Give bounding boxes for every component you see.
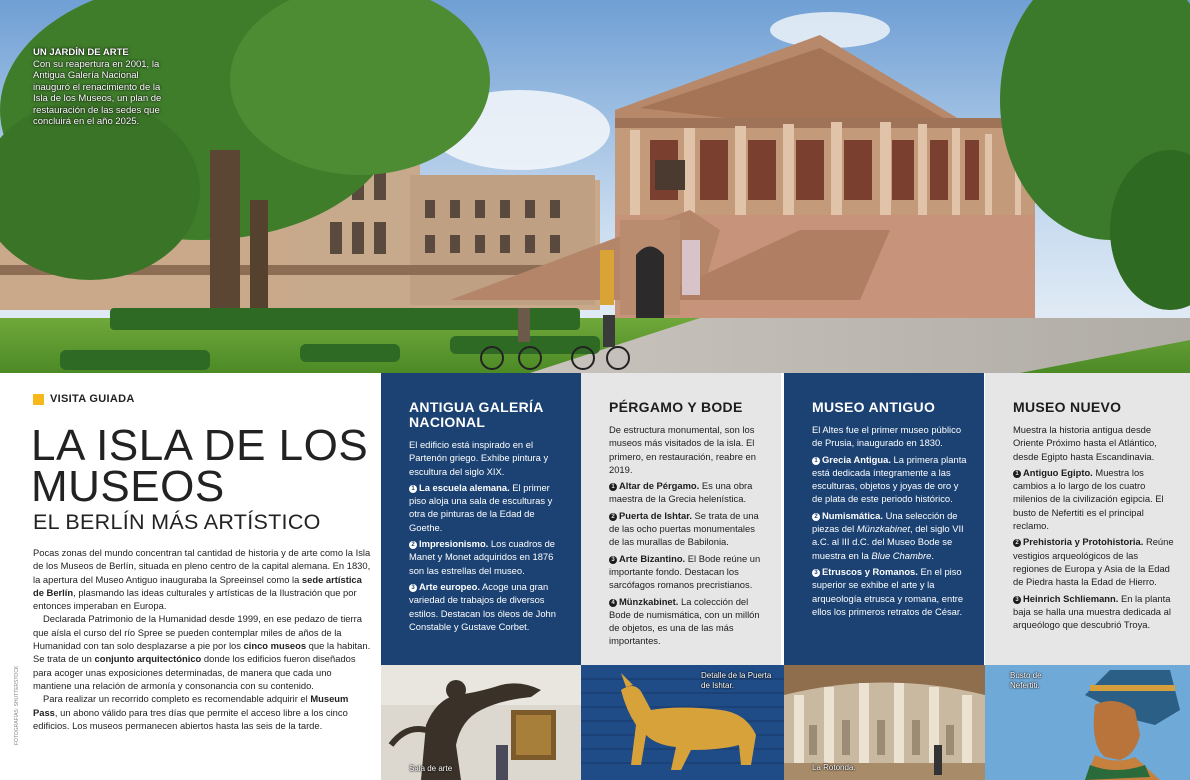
panel-item: 1 Altar de Pérgamo. Es una obra maestra de la Grecia helenística. [609,480,753,505]
panel-title: MUSEO NUEVO [1013,399,1122,415]
hero-photo [0,0,1190,373]
panel-title: ANTIGUA GALERÍA NACIONAL [409,399,544,430]
panel-item: 2 Prehistoria y Protohistoria. Reúne vestigios arqueológicos de las regiones de Europa y Asia de la Edad de Piedra hasta la Edad de Hierro. [1013,536,1174,588]
paragraph-2: Declarada Patrimonio de la Humanidad desde 1999, en ese pedazo de tierra que aísla el curso del río Spree se pueden contemplar miles de años de la Humanidad con tan solo desplazarse a pie por los cinco museos que la habitan. Se trata de un conjunto arquitectónico donde los edificios fueron diseñados para acoger unas exposiciones determinadas, de manera que cada uno mantiene una relación de armonía y consonancia con su contenido. [33,613,371,691]
panel-item: 3 Etruscos y Romanos. En el piso superior se exhibe el arte y la arqueología etrusca y romana, entre ellos los primeros retratos de César. [812,565,964,617]
number-bullet-icon: 1 [409,485,417,493]
photo-la-rotonda [784,665,985,780]
page-subtitle: EL BERLÍN MÁS ARTÍSTICO [33,510,321,534]
photo-sala-de-arte [381,665,581,780]
number-bullet-icon: 1 [1013,470,1021,478]
number-bullet-icon: 3 [409,584,417,592]
number-bullet-icon: 2 [812,513,820,521]
panel-pergamo-bode [581,373,781,665]
hero-caption [33,47,173,128]
sculpture-photo [381,665,581,780]
panel-antigua-galeria [381,373,581,665]
page-title: LA ISLA DE LOS MUSEOS [31,421,369,511]
panel-intro: El Altes fue el primer museo público de Prusia, inaugurado en 1830. [812,424,962,449]
photo-puerta-ishtar [581,665,784,780]
photo-caption: La Rotonda. [812,763,856,772]
panel-item: 1 La escuela alemana. El primer piso aloja una sala de esculturas y otra de pinturas de la Edad de Goethe. [409,481,553,533]
number-bullet-icon: 2 [1013,539,1021,547]
number-bullet-icon: 1 [812,457,820,465]
paragraph-1: Pocas zonas del mundo concentran tal cantidad de historia y de arte como la Isla de los Museos de Berlín, situada en pleno centro de la capital alemana. En 1830, la apertura del Museo Antiguo inauguraba la Spreeinsel como la sede artística de Berlín, plasmando las ideas culturales y artísticas de la Ilustración que por entonces imperaban en Europa. [33,547,371,612]
paragraph-3: Para realizar un recorrido completo es recomendable adquirir el Museum Pass, un abono válido para tres días que permite el acceso libre a los cinco edificios. Los museos permanecen abiertos hasta las seis de la tarde. [33,693,349,731]
number-bullet-icon: 4 [609,599,617,607]
photo-caption: Busto de Nefertiti. [1010,671,1042,690]
panel-item: 1 Antiguo Egipto. Muestra los cambios a lo largo de los cuatro milenios de la civilización egipcia. El busto de Nefertiti es el principal reclamo. [1013,466,1164,532]
hero-caption-title: UN JARDÍN DE ARTE [33,47,129,58]
panel-item: 3 Arte europeo. Acoge una gran variedad de trabajos de diversos estilos. Destacan los óleos de John Constable y Gustave Corbet. [409,580,556,632]
kicker-label: VISITA GUIADA [50,393,135,405]
panel-item: 2 Puerta de Ishtar. Se trata de una de las ocho puertas monumentales de las murallas de Babilonia. [609,509,759,548]
photo-busto-nefertiti [985,665,1190,780]
section-kicker [33,393,135,405]
hero-caption-text: Con su reapertura en 2001, la Antigua Galería Nacional inauguró el renacimiento de la Isla de los Museos, un plan de restauración de las sedes que concluirá en el año 2025. [33,58,162,127]
panel-intro: De estructura monumental, son los museos más visitados de la isla. El primero, en restauración, reabre en 2019. [609,424,756,475]
number-bullet-icon: 3 [609,556,617,564]
photo-credit: FOTOGRAFÍAS: SHUTTERSTOCK [14,665,20,745]
alte-nationalgalerie-photo [0,0,1190,373]
photo-caption: Sala de arte [409,764,453,773]
panel-museo-nuevo [985,373,1190,665]
number-bullet-icon: 1 [609,483,617,491]
panel-item: 2 Numismática. Una selección de piezas del Münzkabinet, del siglo VII a.C. al III d.C. del Museo Bode se muestra en la Blue Chambre. [812,509,964,561]
number-bullet-icon: 2 [409,541,417,549]
number-bullet-icon: 2 [609,513,617,521]
panel-museo-antiguo [784,373,984,665]
panel-item: 3 Arte Bizantino. El Bode reúne un importante fondo. Destacan los sarcófagos romanos precristianos. [609,552,761,591]
panel-intro: El edificio está inspirado en el Partenón griego. Exhibe pintura y escultura del siglo XIX. [409,439,549,477]
article-column [0,373,381,780]
panel-title: PÉRGAMO Y BODE [609,399,743,415]
number-bullet-icon: 3 [1013,596,1021,604]
kicker-square-icon [33,394,44,405]
photo-caption: Detalle de la Puerta de Ishtar. [701,671,772,690]
article-body [33,546,371,732]
panel-item: 2 Impresionismo. Los cuadros de Manet y Monet adquiridos en 1876 son las estrellas del museo. [409,538,556,576]
panel-item: 4 Münzkabinet. La colección del Bode de numismática, con un millón de objetos, es una de las más importantes. [609,595,760,647]
panel-item: 3 Heinrich Schliemann. En la planta baja se halla una muestra dedicada al arqueólogo que descubrió Troya. [1013,592,1171,631]
panel-item: 1 Grecia Antigua. La primera planta está dedicada íntegramente a las esculturas, objetos y joyas de oro y de plata de este periodo histórico. [812,453,967,505]
number-bullet-icon: 3 [812,569,820,577]
panel-title: MUSEO ANTIGUO [812,399,936,415]
panel-intro: Muestra la historia antigua desde Oriente Próximo hasta el Atlántico, desde Egipto hasta Escandinavia. [1013,424,1157,462]
